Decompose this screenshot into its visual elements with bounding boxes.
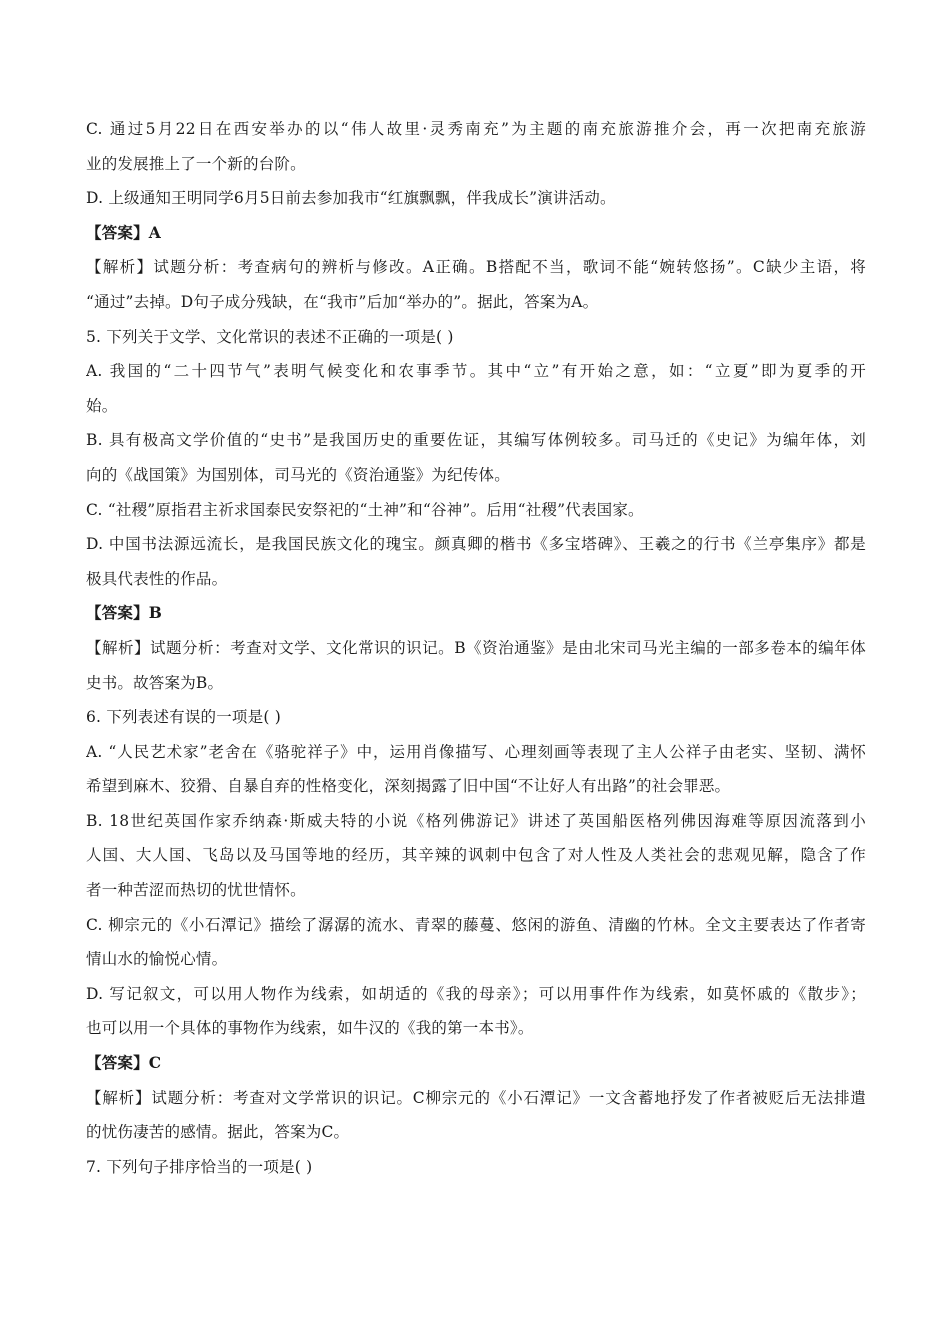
q5-answer-label: 【答案】B (86, 603, 163, 623)
question-7: 7. 下列句子排序恰当的一项是( ) (86, 1157, 313, 1176)
q5-option-a-line-2: 始。 (86, 396, 118, 415)
q5-option-a-line-1: A. 我国的“二十四节气”表明气候变化和农事季节。其中“立”有开始之意，如：“立夏”即为夏季的开 (86, 362, 866, 381)
q6-option-d-line-2: 也可以用一个具体的事物作为线索，如牛汉的《我的第一本书》。 (86, 1019, 534, 1038)
q6-answer-label: 【答案】C (86, 1053, 162, 1073)
q6-analysis-line-2: 的忧伤凄苦的感情。据此，答案为C。 (86, 1123, 350, 1142)
q6-option-c-line-1: C. 柳宗元的《小石潭记》描绘了潺潺的流水、青翠的藤蔓、悠闲的游鱼、清幽的竹林。全文主要表达了作者寄 (86, 915, 866, 934)
q6-option-c-line-2: 情山水的愉悦心情。 (86, 950, 228, 969)
text-line-1: C. 通过5月22日在西安举办的以“伟人故里·灵秀南充”为主题的南充旅游推介会，再一次把南充旅游 (86, 120, 866, 138)
q5-option-b-line-1: B. 具有极高文学价值的“史书”是我国历史的重要佐证，其编写体例较多。司马迁的《史记》为编年体，刘 (86, 431, 866, 450)
q5-option-d-line-2: 极具代表性的作品。 (86, 569, 228, 588)
question-5: 5. 下列关于文学、文化常识的表述不正确的一项是( ) (86, 327, 454, 346)
q5-analysis-line-2: 史书。故答案为B。 (86, 673, 224, 692)
q5-analysis-line-1: 【解析】试题分析：考查对文学、文化常识的识记。B《资治通鉴》是由北宋司马光主编的一部多卷本的编年体 (86, 638, 866, 657)
answer-label: 【答案】A (86, 222, 162, 242)
q5-option-c: C. “社稷”原指君主祈求国泰民安祭祀的“土神”和“谷神”。后用“社稷”代表国家。 (86, 500, 644, 519)
text-line-2: 业的发展推上了一个新的台阶。 (86, 154, 306, 173)
analysis-line-1: 【解析】试题分析：考查病句的辨析与修改。A正确。B搭配不当，歌词不能“婉转悠扬”。C缺少主语，将 (86, 258, 866, 277)
q5-option-b-line-2: 向的《战国策》为国别体，司马光的《资治通鉴》为纪传体。 (86, 465, 510, 484)
q6-option-d-line-1: D. 写记叙文，可以用人物作为线索，如胡适的《我的母亲》；可以用事件作为线索，如莫怀戚的《散步》； (86, 984, 866, 1003)
document-page (86, 112, 866, 1184)
q6-option-a-line-2: 希望到麻木、狡猾、自暴自弃的性格变化，深刻揭露了旧中国“不让好人有出路”的社会罪恶。 (86, 777, 731, 796)
q6-analysis-line-1: 【解析】试题分析：考查对文学常识的识记。C柳宗元的《小石潭记》一文含蓄地抒发了作者被贬后无法排遣 (86, 1088, 866, 1107)
question-6: 6. 下列表述有误的一项是( ) (86, 708, 281, 727)
q6-option-b-line-3: 者一种苦涩而热切的忧世情怀。 (86, 881, 306, 900)
q6-option-a-line-1: A. “人民艺术家”老舍在《骆驼祥子》中，运用肖像描写、心理刻画等表现了主人公祥子由老实、坚韧、满怀 (86, 742, 866, 761)
q6-option-b-line-1: B. 18世纪英国作家乔纳森·斯威夫特的小说《格列佛游记》讲述了英国船医格列佛因海难等原因流落到小 (86, 811, 866, 830)
analysis-line-2: “通过”去掉。D句子成分残缺，在“我市”后加“举办的”。据此，答案为A。 (86, 292, 599, 311)
q5-option-d-line-1: D. 中国书法源远流长，是我国民族文化的瑰宝。颜真卿的楷书《多宝塔碑》、王羲之的行书《兰亭集序》都是 (86, 535, 866, 554)
text-line-3: D. 上级通知王明同学6月5日前去参加我市“红旗飘飘，伴我成长”演讲活动。 (86, 189, 616, 208)
q6-option-b-line-2: 人国、大人国、飞岛以及马国等地的经历，其辛辣的讽刺中包含了对人性及人类社会的悲观见解，隐含了作 (86, 846, 866, 865)
